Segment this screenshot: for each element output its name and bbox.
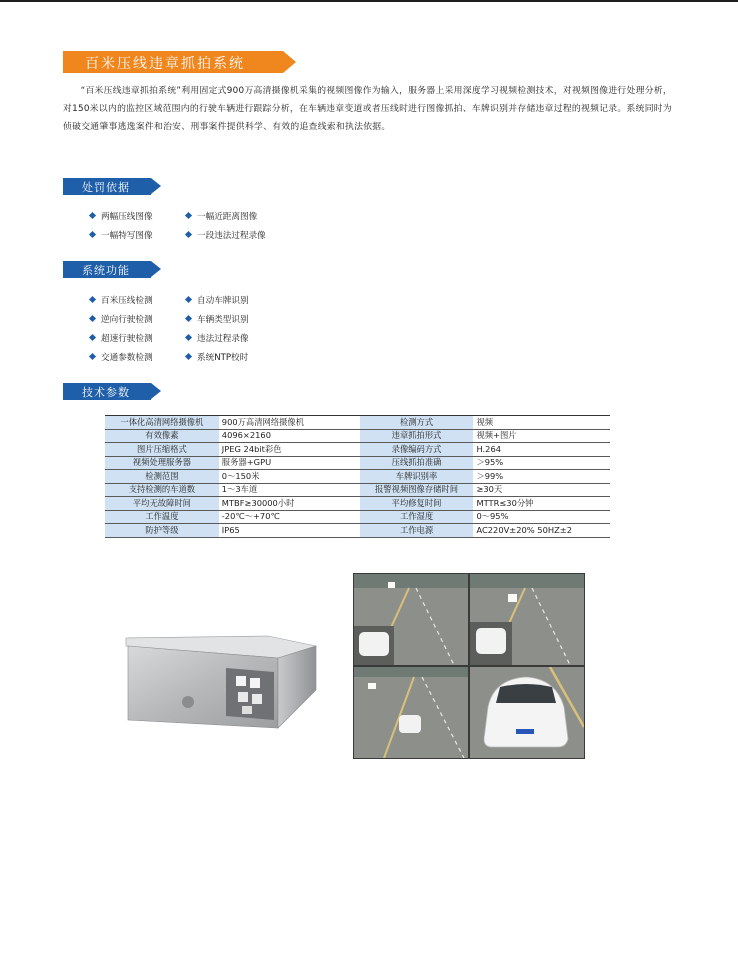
list-item: 一幅特写图像 bbox=[90, 225, 186, 244]
capture-image-3 bbox=[354, 667, 468, 758]
spec-value-cell: ≥30天 bbox=[473, 483, 610, 497]
bullet-diamond-icon bbox=[185, 315, 192, 322]
list-item: 一幅近距离图像 bbox=[186, 206, 282, 225]
spec-value-cell: 4096×2160 bbox=[219, 429, 360, 443]
spec-value-cell: -20℃～+70℃ bbox=[219, 510, 360, 524]
list-row bbox=[90, 206, 282, 225]
section-specs-heading bbox=[63, 383, 163, 400]
spec-key-cell: 一体化高清网络摄像机 bbox=[105, 416, 219, 430]
section-functions-heading bbox=[63, 261, 163, 278]
spec-value-cell: H.264 bbox=[473, 443, 610, 457]
page-title: 百米压线违章抓拍系统 bbox=[85, 56, 245, 72]
table-row bbox=[105, 456, 610, 470]
spec-key-cell: 检测范围 bbox=[105, 470, 219, 484]
spec-key-cell: 违章抓拍形式 bbox=[360, 429, 474, 443]
list-item: 违法过程录像 bbox=[186, 328, 282, 347]
top-rule bbox=[0, 0, 738, 2]
table-row bbox=[105, 510, 610, 524]
spec-value-cell: 0～95% bbox=[473, 510, 610, 524]
table-row bbox=[105, 483, 610, 497]
list-item: 一段违法过程录像 bbox=[186, 225, 282, 244]
spec-key-cell: 支持检测的车道数 bbox=[105, 483, 219, 497]
table-row bbox=[105, 497, 610, 511]
list-item: 交通参数检测 bbox=[90, 347, 186, 366]
list-item: 自动车牌识别 bbox=[186, 290, 282, 309]
list-row bbox=[90, 290, 282, 309]
section-heading-arrow bbox=[151, 383, 161, 399]
section-penalty-heading bbox=[63, 178, 163, 195]
list-item: 超速行驶检测 bbox=[90, 328, 186, 347]
penalty-list bbox=[90, 206, 282, 244]
spec-value-cell: 服务器+GPU bbox=[219, 456, 360, 470]
bullet-diamond-icon bbox=[89, 231, 96, 238]
bullet-diamond-icon bbox=[89, 334, 96, 341]
spec-key-cell: 工作电源 bbox=[360, 524, 474, 538]
spec-table bbox=[105, 415, 610, 538]
bullet-diamond-icon bbox=[89, 315, 96, 322]
bullet-diamond-icon bbox=[185, 334, 192, 341]
spec-key-cell: 报警视频图像存储时间 bbox=[360, 483, 474, 497]
spec-key-cell: 工作湿度 bbox=[360, 510, 474, 524]
spec-key-cell: 车牌识别率 bbox=[360, 470, 474, 484]
list-item: 车辆类型识别 bbox=[186, 309, 282, 328]
enclosure-product-image bbox=[118, 632, 318, 734]
bullet-diamond-icon bbox=[89, 296, 96, 303]
capture-image-2 bbox=[470, 574, 584, 665]
section-heading-text: 技术参数 bbox=[82, 386, 130, 399]
section-heading-text: 处罚依据 bbox=[82, 181, 130, 194]
title-banner bbox=[63, 51, 296, 73]
table-row bbox=[105, 524, 610, 538]
intro-paragraph: “百米压线违章抓拍系统”利用固定式900万高清摄像机采集的视频图像作为输入，服务器上采用深度学习视频检测技术，对视频图像进行处理分析，对150米以内的监控区域范围内的行驶车辆进行跟踪分析，在车辆违章变道或者压线时进行图像抓拍、车牌识别并存储违章过程的视频记录。系统同时为侦破交通肇事逃逸案件和治安、刑事案件提供科学、有效的追查线索和执法依据。 bbox=[63, 86, 673, 132]
spec-key-cell: 平均无故障时间 bbox=[105, 497, 219, 511]
spec-value-cell: 1～3车道 bbox=[219, 483, 360, 497]
section-heading-arrow bbox=[151, 178, 161, 194]
list-row bbox=[90, 347, 282, 366]
spec-value-cell: MTBF≥30000小时 bbox=[219, 497, 360, 511]
section-heading-text: 系统功能 bbox=[82, 264, 130, 277]
spec-key-cell: 图片压缩格式 bbox=[105, 443, 219, 457]
spec-key-cell: 压线抓拍准确 bbox=[360, 456, 474, 470]
list-item: 逆向行驶检测 bbox=[90, 309, 186, 328]
spec-key-cell: 检测方式 bbox=[360, 416, 474, 430]
spec-value-cell: 0～150米 bbox=[219, 470, 360, 484]
spec-key-cell: 有效像素 bbox=[105, 429, 219, 443]
spec-key-cell: 工作温度 bbox=[105, 510, 219, 524]
spec-key-cell: 录像编码方式 bbox=[360, 443, 474, 457]
capture-images-panel bbox=[353, 573, 585, 759]
table-row bbox=[105, 429, 610, 443]
spec-value-cell: ＞99% bbox=[473, 470, 610, 484]
spec-value-cell: ＞95% bbox=[473, 456, 610, 470]
list-row bbox=[90, 309, 282, 328]
bullet-diamond-icon bbox=[89, 212, 96, 219]
bullet-diamond-icon bbox=[185, 353, 192, 360]
spec-key-cell: 平均修复时间 bbox=[360, 497, 474, 511]
functions-list bbox=[90, 290, 282, 366]
list-item: 系统NTP校时 bbox=[186, 347, 282, 366]
spec-value-cell: IP65 bbox=[219, 524, 360, 538]
spec-key-cell: 视频处理服务器 bbox=[105, 456, 219, 470]
bullet-diamond-icon bbox=[185, 212, 192, 219]
spec-value-cell: AC220V±20% 50HZ±2 bbox=[473, 524, 610, 538]
spec-value-cell: 视频+图片 bbox=[473, 429, 610, 443]
capture-image-1 bbox=[354, 574, 468, 665]
table-row bbox=[105, 470, 610, 484]
table-row bbox=[105, 416, 610, 430]
bullet-diamond-icon bbox=[89, 353, 96, 360]
spec-value-cell: 900万高清网络摄像机 bbox=[219, 416, 360, 430]
list-row bbox=[90, 225, 282, 244]
section-heading-arrow bbox=[151, 261, 161, 277]
spec-key-cell: 防护等级 bbox=[105, 524, 219, 538]
title-banner-arrow bbox=[283, 51, 296, 73]
table-row bbox=[105, 443, 610, 457]
list-item: 两幅压线图像 bbox=[90, 206, 186, 225]
bullet-diamond-icon bbox=[185, 296, 192, 303]
spec-value-cell: JPEG 24bit彩色 bbox=[219, 443, 360, 457]
spec-value-cell: MTTR≤30分钟 bbox=[473, 497, 610, 511]
list-item: 百米压线检测 bbox=[90, 290, 186, 309]
list-row bbox=[90, 328, 282, 347]
capture-image-4 bbox=[470, 667, 584, 758]
spec-value-cell: 视频 bbox=[473, 416, 610, 430]
bullet-diamond-icon bbox=[185, 231, 192, 238]
